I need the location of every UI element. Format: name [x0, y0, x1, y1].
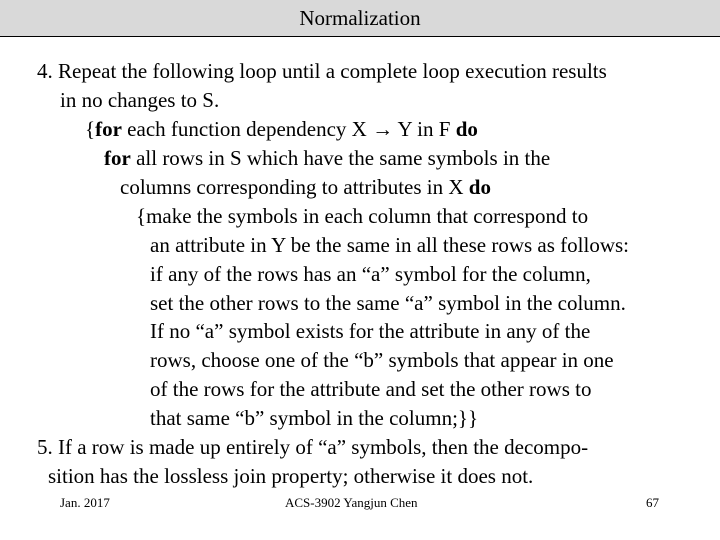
slide-title-bar: [0, 0, 720, 37]
body-line-2: in no changes to S.: [60, 88, 220, 112]
body-line-5: [120, 173, 491, 202]
keyword-do: do: [468, 175, 491, 199]
keyword-for: for: [95, 117, 122, 141]
arrow-icon: →: [372, 117, 394, 141]
body-line-4: [104, 144, 550, 173]
body-line-14: 5. If a row is made up entirely of “a” symbols, then the decompo-: [37, 435, 589, 459]
body-line-3: [85, 115, 478, 144]
body-line-6: {make the symbols in each column that correspond to: [136, 204, 589, 228]
footer-course: ACS-3902 Yangjun Chen: [285, 495, 418, 510]
text-segment: all rows in S which have the same symbols in the: [130, 146, 551, 170]
body-line-11: rows, choose one of the “b” symbols that appear in one: [150, 348, 614, 372]
body-line-7: an attribute in Y be the same in all these rows as follows:: [150, 233, 629, 257]
body-line-9: set the other rows to the same “a” symbol in the column.: [150, 291, 626, 315]
slide-title: Normalization: [299, 5, 421, 30]
body-line-8: if any of the rows has an “a” symbol for the column,: [150, 262, 591, 286]
footer-date: Jan. 2017: [60, 495, 110, 510]
text-segment: columns corresponding to attributes in X: [120, 175, 469, 199]
text-segment: Y in F: [393, 117, 456, 141]
keyword-for: for: [104, 146, 131, 170]
text-segment: {: [85, 117, 96, 141]
body-line-13: that same “b” symbol in the column;}}: [150, 406, 479, 430]
body-line-10: If no “a” symbol exists for the attribute in any of the: [150, 319, 591, 343]
keyword-do: do: [455, 117, 478, 141]
footer-page-number: 67: [646, 495, 659, 510]
body-line-12: of the rows for the attribute and set the other rows to: [150, 377, 592, 401]
text-segment: each function dependency X: [121, 117, 373, 141]
body-line-15: sition has the lossless join property; otherwise it does not.: [48, 464, 534, 488]
body-line-1: 4. Repeat the following loop until a complete loop execution results: [37, 59, 607, 83]
